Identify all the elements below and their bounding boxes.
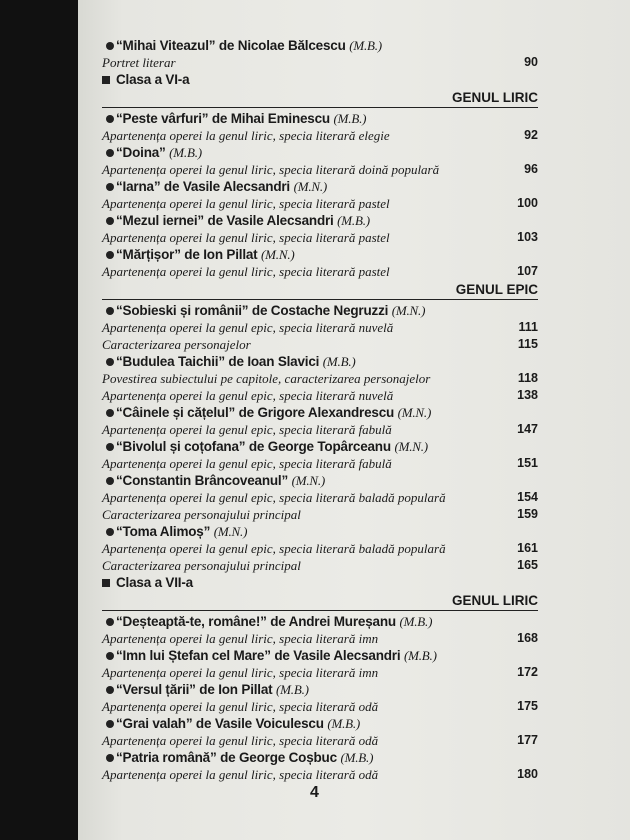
author-initials: (M.B.) xyxy=(276,682,309,697)
bullet-icon xyxy=(106,528,114,536)
subentry-page-number: 159 xyxy=(517,507,538,521)
genre-heading xyxy=(102,281,538,300)
genre-heading xyxy=(102,89,538,108)
subentry-text: Apartenența operei la genul liric, specia literară odă xyxy=(102,733,379,748)
toc-entry-title-row[interactable] xyxy=(102,213,538,230)
page-number: 4 xyxy=(310,784,319,801)
bullet-icon xyxy=(106,307,114,315)
toc-subentry[interactable] xyxy=(102,558,538,575)
author-initials: (M.B.) xyxy=(333,111,367,126)
toc-subentry[interactable] xyxy=(102,128,538,145)
subentry-page-number: 100 xyxy=(517,196,538,210)
subentry-text: Caracterizarea personajului principal xyxy=(102,507,301,522)
bullet-icon xyxy=(106,652,114,660)
toc-subentry[interactable] xyxy=(102,388,538,405)
work-title: “Budulea Taichii” de Ioan Slavici xyxy=(116,354,320,369)
class-heading xyxy=(102,575,538,592)
genre-heading xyxy=(102,592,538,611)
bullet-icon xyxy=(106,409,114,417)
bullet-icon xyxy=(106,183,114,191)
toc-subentry[interactable] xyxy=(102,631,538,648)
toc-entry-title-row[interactable] xyxy=(102,473,538,490)
toc-entry-title[interactable] xyxy=(116,716,360,732)
subentry-page-number: 90 xyxy=(524,55,538,69)
author-initials: (M.N.) xyxy=(293,179,328,194)
subentry-text: Portret literar xyxy=(102,55,176,70)
subentry-text: Apartenența operei la genul liric, specia literară imn xyxy=(102,665,379,680)
toc-entry-title-row[interactable] xyxy=(102,303,538,320)
author-initials: (M.B.) xyxy=(327,716,361,731)
work-title: “Iarna” de Vasile Alecsandri xyxy=(116,179,290,194)
subentry-page-number: 165 xyxy=(517,558,538,572)
author-initials: (M.B.) xyxy=(399,614,433,629)
subentry-text: Apartenența operei la genul liric, specia literară odă xyxy=(102,699,379,714)
toc-entry-title[interactable] xyxy=(116,354,356,370)
subentry-page-number: 172 xyxy=(517,665,538,679)
toc-subentry[interactable] xyxy=(102,162,538,179)
author-initials: (M.N.) xyxy=(391,303,426,318)
toc-entry-title[interactable] xyxy=(116,247,295,263)
author-initials: (M.B.) xyxy=(169,145,202,160)
toc-subentry[interactable] xyxy=(102,665,538,682)
toc-section xyxy=(102,38,538,72)
author-initials: (M.N.) xyxy=(291,473,326,488)
subentry-text: Apartenența operei la genul liric, specia literară imn xyxy=(102,631,379,646)
author-initials: (M.B.) xyxy=(349,38,382,53)
subentry-page-number: 115 xyxy=(517,337,538,351)
toc-entry-title[interactable] xyxy=(116,145,202,161)
class-heading-label: Clasa a VI-a xyxy=(116,72,190,87)
toc-section xyxy=(102,72,538,281)
subentry-text: Apartenența operei la genul epic, specia literară nuvelă xyxy=(102,388,394,403)
author-initials: (M.N.) xyxy=(397,405,432,420)
table-of-contents xyxy=(102,38,538,784)
subentry-page-number: 92 xyxy=(524,128,538,142)
work-title: “Peste vârfuri” de Mihai Eminescu xyxy=(116,111,330,126)
toc-subentry[interactable] xyxy=(102,699,538,716)
toc-entry-title[interactable] xyxy=(116,524,247,540)
subentry-page-number: 96 xyxy=(524,162,538,176)
work-title: “Sobieski și românii” de Costache Negruzzi xyxy=(116,303,389,318)
subentry-text: Apartenența operei la genul epic, specia literară fabulă xyxy=(102,456,392,471)
toc-entry-title-row[interactable] xyxy=(102,524,538,541)
toc-subentry[interactable] xyxy=(102,230,538,247)
toc-entry-title-row[interactable] xyxy=(102,247,538,264)
toc-entry-title-row[interactable] xyxy=(102,716,538,733)
toc-subentry[interactable] xyxy=(102,456,538,473)
subentry-page-number: 177 xyxy=(517,733,538,747)
toc-entry-title[interactable] xyxy=(116,614,432,630)
subentry-page-number: 168 xyxy=(517,631,538,645)
subentry-text: Apartenența operei la genul epic, specia literară fabulă xyxy=(102,422,392,437)
bullet-icon xyxy=(106,42,114,50)
work-title: “Versul țării” de Ion Pillat xyxy=(116,682,273,697)
subentry-text: Apartenența operei la genul liric, specia literară pastel xyxy=(102,196,390,211)
bullet-icon xyxy=(106,754,114,762)
work-title: “Doina” xyxy=(116,145,166,160)
toc-entry-title-row[interactable] xyxy=(102,145,538,162)
work-title: “Deșteaptă-te, române!” de Andrei Mureșanu xyxy=(116,614,396,629)
toc-entry-title-row[interactable] xyxy=(102,111,538,128)
subentry-text: Apartenența operei la genul epic, specia literară nuvelă xyxy=(102,320,394,335)
toc-entry-title-row[interactable] xyxy=(102,648,538,665)
square-bullet-icon xyxy=(102,76,110,84)
bullet-icon xyxy=(106,217,114,225)
toc-subentry[interactable] xyxy=(102,733,538,750)
bullet-icon xyxy=(106,115,114,123)
work-title: “Mărțișor” de Ion Pillat xyxy=(116,247,258,262)
work-title: “Constantin Brâncoveanul” xyxy=(116,473,289,488)
toc-entry-title[interactable] xyxy=(116,179,327,195)
bullet-icon xyxy=(106,358,114,366)
subentry-text: Apartenența operei la genul epic, specia literară baladă populară xyxy=(102,490,446,505)
genre-heading-label: GENUL LIRIC xyxy=(451,593,538,608)
author-initials: (M.N.) xyxy=(213,524,248,539)
genre-heading-label: GENUL LIRIC xyxy=(451,90,538,105)
toc-subentry[interactable] xyxy=(102,507,538,524)
bullet-icon xyxy=(106,686,114,694)
toc-entry-title[interactable] xyxy=(116,303,425,319)
toc-entry-title-row[interactable] xyxy=(102,750,538,767)
subentry-text: Caracterizarea personajelor xyxy=(102,337,251,352)
bullet-icon xyxy=(106,251,114,259)
author-initials: (M.B.) xyxy=(403,648,437,663)
subentry-text: Apartenența operei la genul liric, specia literară pastel xyxy=(102,264,390,279)
toc-entry-title-row[interactable] xyxy=(102,354,538,371)
subentry-page-number: 151 xyxy=(517,456,538,470)
author-initials: (M.B.) xyxy=(340,750,374,765)
subentry-page-number: 147 xyxy=(517,422,538,436)
bullet-icon xyxy=(106,477,114,485)
toc-subentry[interactable] xyxy=(102,320,538,337)
subentry-text: Apartenența operei la genul liric, specia literară odă xyxy=(102,767,379,782)
subentry-page-number: 107 xyxy=(517,264,538,278)
class-heading xyxy=(102,72,538,89)
toc-entry-title[interactable] xyxy=(116,473,325,489)
bullet-icon xyxy=(106,720,114,728)
toc-entry-title[interactable] xyxy=(116,405,431,421)
bullet-icon xyxy=(106,149,114,157)
toc-entry-title-row[interactable] xyxy=(102,179,538,196)
subentry-text: Povestirea subiectului pe capitole, caracterizarea personajelor xyxy=(102,371,431,386)
author-initials: (M.N.) xyxy=(261,247,295,262)
subentry-text: Apartenența operei la genul epic, specia literară baladă populară xyxy=(102,541,446,556)
toc-subentry[interactable] xyxy=(102,55,538,72)
subentry-page-number: 180 xyxy=(517,767,538,781)
toc-entry-title-row[interactable] xyxy=(102,614,538,631)
author-initials: (M.N.) xyxy=(394,439,428,454)
toc-entry-title[interactable] xyxy=(116,111,366,127)
subentry-page-number: 111 xyxy=(518,320,538,334)
subentry-text: Apartenența operei la genul liric, specia literară pastel xyxy=(102,230,390,245)
work-title: “Câinele și cățelul” de Grigore Alexandrescu xyxy=(116,405,395,420)
toc-entry-title[interactable] xyxy=(116,213,370,229)
toc-subentry[interactable] xyxy=(102,422,538,439)
subentry-text: Caracterizarea personajului principal xyxy=(102,558,301,573)
work-title: “Mezul iernei” de Vasile Alecsandri xyxy=(116,213,334,228)
work-title: “Grai valah” de Vasile Voiculescu xyxy=(116,716,324,731)
toc-subentry[interactable] xyxy=(102,490,538,507)
toc-section xyxy=(102,281,538,575)
work-title: “Bivolul și coțofana” de George Topârceanu xyxy=(116,439,391,454)
work-title: “Patria română” de George Coșbuc xyxy=(116,750,337,765)
subentry-page-number: 103 xyxy=(517,230,538,244)
subentry-text: Apartenența operei la genul liric, specia literară doină populară xyxy=(102,162,440,177)
toc-entry-title[interactable] xyxy=(116,648,437,664)
bullet-icon xyxy=(106,443,114,451)
subentry-text: Apartenența operei la genul liric, specia literară elegie xyxy=(102,128,390,143)
genre-heading-label: GENUL EPIC xyxy=(455,282,538,297)
class-heading-label: Clasa a VII-a xyxy=(116,575,193,590)
subentry-page-number: 161 xyxy=(517,541,538,555)
toc-entry-title[interactable] xyxy=(116,38,382,54)
subentry-page-number: 154 xyxy=(517,490,538,504)
toc-entry-title-row[interactable] xyxy=(102,38,538,55)
subentry-page-number: 138 xyxy=(517,388,538,402)
author-initials: (M.B.) xyxy=(337,213,370,228)
toc-subentry[interactable] xyxy=(102,371,538,388)
toc-entry-title-row[interactable] xyxy=(102,405,538,422)
work-title: “Toma Alimoș” xyxy=(116,524,211,539)
toc-entry-title-row[interactable] xyxy=(102,439,538,456)
toc-entry-title[interactable] xyxy=(116,750,373,766)
toc-entry-title[interactable] xyxy=(116,682,309,698)
subentry-page-number: 118 xyxy=(517,371,538,385)
bullet-icon xyxy=(106,618,114,626)
toc-subentry[interactable] xyxy=(102,541,538,558)
square-bullet-icon xyxy=(102,579,110,587)
toc-subentry[interactable] xyxy=(102,767,538,784)
subentry-page-number: 175 xyxy=(517,699,538,713)
toc-entry-title[interactable] xyxy=(116,439,428,455)
author-initials: (M.B.) xyxy=(322,354,356,369)
toc-subentry[interactable] xyxy=(102,264,538,281)
work-title: “Mihai Viteazul” de Nicolae Bălcescu xyxy=(116,38,346,53)
toc-section xyxy=(102,575,538,784)
work-title: “Imn lui Ștefan cel Mare” de Vasile Alecsandri xyxy=(116,648,401,663)
toc-subentry[interactable] xyxy=(102,196,538,213)
toc-subentry[interactable] xyxy=(102,337,538,354)
toc-entry-title-row[interactable] xyxy=(102,682,538,699)
